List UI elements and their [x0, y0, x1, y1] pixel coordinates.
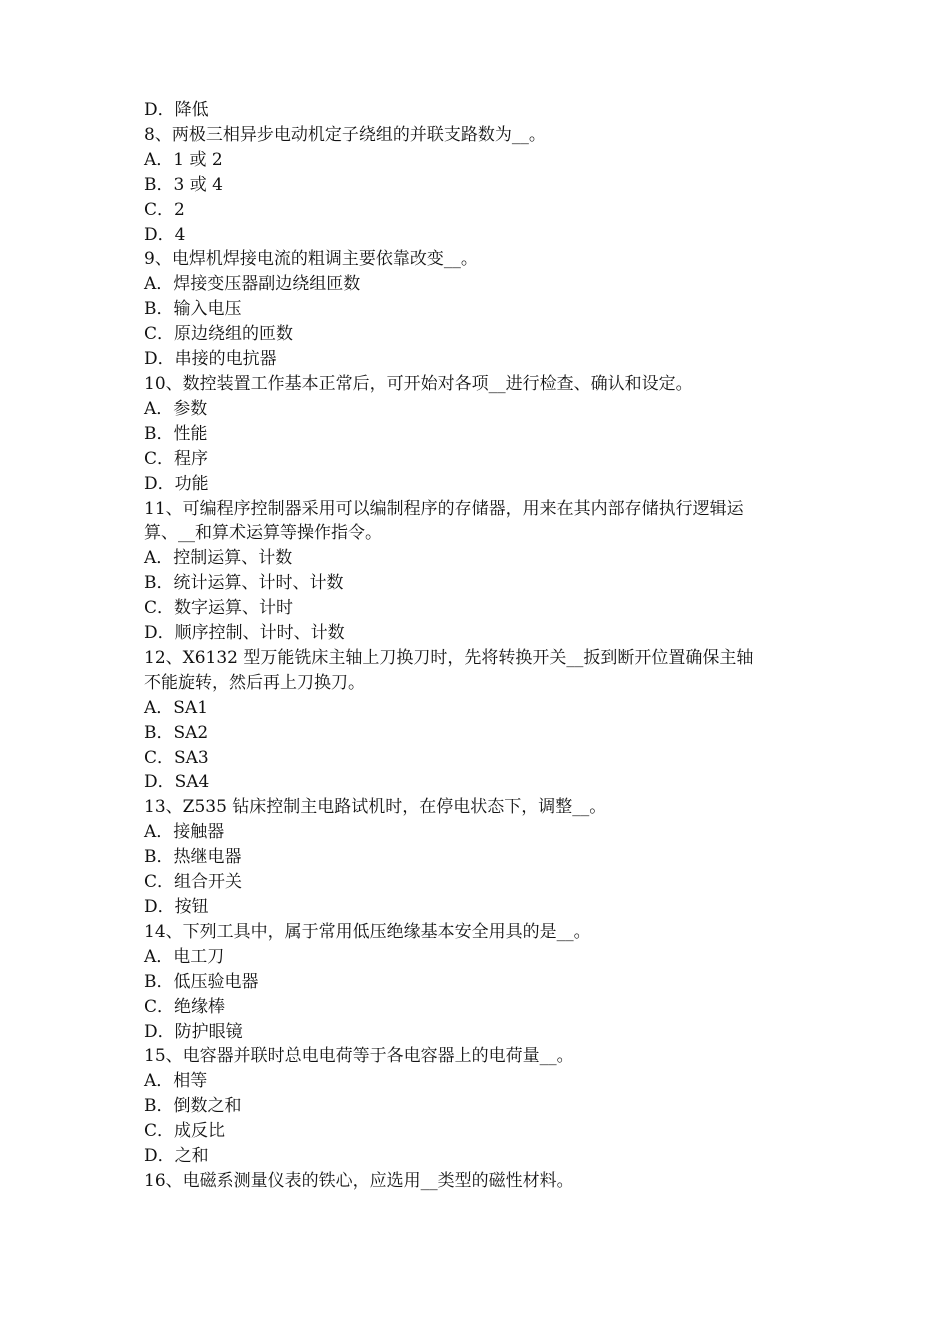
question-line: 12、X6132 型万能铣床主轴上刀换刀时，先将转换开关__扳到断开位置确保主轴: [144, 647, 754, 668]
question-line: 10、数控装置工作基本正常后，可开始对各项__进行检查、确认和设定。: [144, 373, 693, 394]
option-line: B．统计运算、计时、计数: [144, 573, 344, 594]
option-line: A．SA1: [144, 697, 209, 718]
option-line: C．SA3: [144, 747, 209, 768]
option-line: B．输入电压: [144, 299, 242, 320]
option-line: D．之和: [144, 1146, 209, 1167]
question-text-block: [144, 98, 814, 1194]
question-line: 15、电容器并联时总电电荷等于各电容器上的电荷量__。: [144, 1046, 574, 1067]
option-line: A．相等: [144, 1071, 208, 1092]
option-line: D．4: [144, 224, 186, 245]
option-line: C．数字运算、计时: [144, 598, 294, 619]
option-line: B．SA2: [144, 722, 209, 743]
option-line: A．控制运算、计数: [144, 548, 293, 569]
option-line: D．防护眼镜: [144, 1021, 243, 1042]
option-line: D．SA4: [144, 772, 210, 793]
option-line: D．功能: [144, 473, 209, 494]
option-line: B．3 或 4: [144, 174, 223, 195]
question-line: 16、电磁系测量仪表的铁心，应选用__类型的磁性材料。: [144, 1170, 574, 1191]
question-line-continued: 算、__和算术运算等操作指令。: [144, 523, 382, 544]
question-line-continued: 不能旋转，然后再上刀换刀。: [144, 672, 365, 693]
option-line: C．原边绕组的匝数: [144, 324, 294, 345]
question-line: 13、Z535 钻床控制主电路试机时，在停电状态下，调整__。: [144, 797, 607, 818]
option-line: B．热继电器: [144, 847, 242, 868]
option-line: D．顺序控制、计时、计数: [144, 623, 345, 644]
option-line: B．倒数之和: [144, 1096, 242, 1117]
option-line: C．2: [144, 199, 185, 220]
option-line: D．串接的电抗器: [144, 349, 277, 370]
option-line: A．1 或 2: [144, 149, 223, 170]
option-line: B．性能: [144, 423, 208, 444]
question-line: 11、可编程序控制器采用可以编制程序的存储器，用来在其内部存储执行逻辑运: [144, 498, 744, 519]
option-line: C．程序: [144, 448, 209, 469]
question-line: 8、两极三相异步电动机定子绕组的并联支路数为__。: [144, 124, 546, 145]
question-line: 9、电焊机焊接电流的粗调主要依靠改变__。: [144, 249, 478, 270]
option-line: A．接触器: [144, 822, 225, 843]
option-line: C．组合开关: [144, 872, 243, 893]
question-line: 14、下列工具中，属于常用低压绝缘基本安全用具的是__。: [144, 921, 591, 942]
option-line: C．绝缘棒: [144, 996, 226, 1017]
option-line: A．焊接变压器副边绕组匝数: [144, 274, 361, 295]
option-line: D．降低: [144, 100, 209, 120]
option-line: B．低压验电器: [144, 971, 259, 992]
option-line: A．电工刀: [144, 946, 225, 967]
option-line: C．成反比: [144, 1121, 226, 1142]
option-line: A．参数: [144, 398, 208, 419]
option-line: D．按钮: [144, 897, 209, 917]
